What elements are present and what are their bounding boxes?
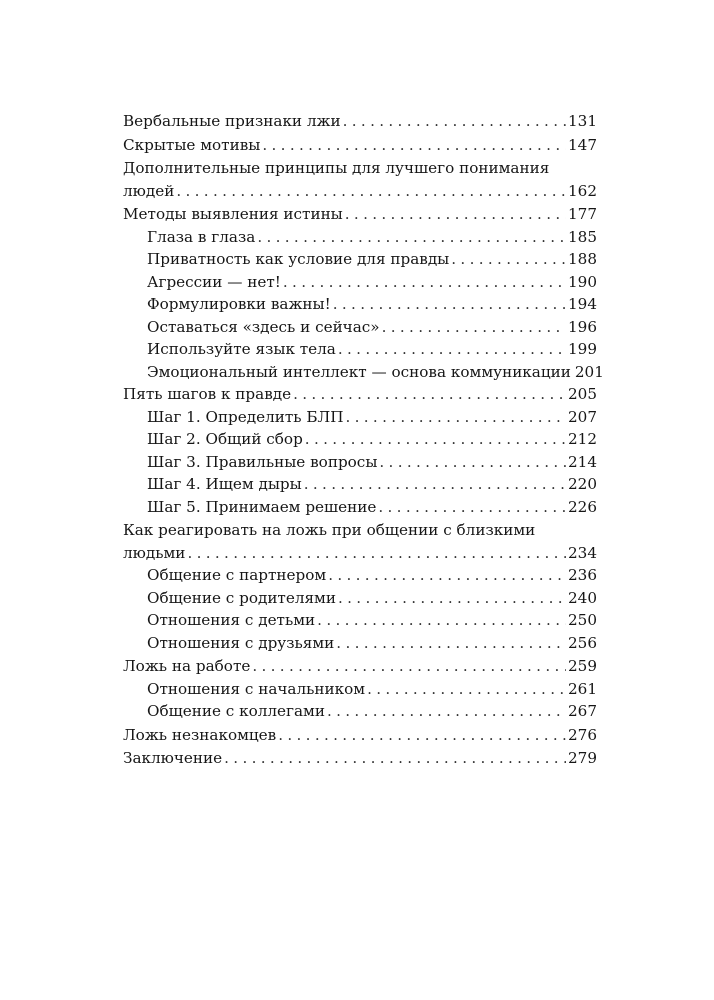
dot-leader [305,428,566,451]
dot-leader [278,724,566,747]
dot-leader [382,316,566,339]
dot-leader [317,609,566,632]
dot-leader [379,451,566,474]
toc-subentry[interactable] [123,632,597,655]
toc-entry-title: людьми [123,543,186,562]
toc-entry-title: Шаг 1. Определить БЛП [147,407,344,426]
toc-entry-page: 205 [568,385,597,403]
dot-leader [293,383,566,406]
toc-entry-page: 190 [568,272,597,291]
dot-leader [176,180,566,203]
toc-subentry[interactable] [123,678,597,701]
toc-entry-title: Приватность как условие для правды [147,250,450,268]
toc-entry-title: Общение с партнером [147,566,327,584]
toc-entry-page: 226 [568,497,597,516]
dot-leader [224,747,566,770]
toc-subentry[interactable] [123,226,597,249]
toc-subentry[interactable] [123,316,597,339]
toc-entry-page: 256 [568,633,597,652]
toc-entry-title: Эмоциональный интеллект — основа коммуникации [147,362,571,381]
toc-subentry[interactable] [123,496,597,519]
dot-leader [343,110,566,133]
toc-entry-page: 177 [568,205,597,223]
toc-entry-title: Шаг 4. Ищем дыры [147,475,302,493]
toc-entry-page: 279 [568,749,597,767]
toc-entry-title: Отношения с детьми [147,611,316,629]
toc-entry[interactable] [123,747,597,770]
toc-entry-title: Ложь на работе [123,657,251,675]
toc-subentry[interactable] [123,271,597,294]
toc-entry-title: Пять шагов к правде [123,385,292,403]
toc-entry-page: 261 [568,679,597,698]
dot-leader [345,406,566,429]
toc-entry-page: 131 [568,112,597,130]
dot-leader [451,248,566,271]
toc-entry-page: 240 [568,588,597,607]
dot-leader [327,700,566,723]
toc-entry-title: Отношения с начальником [147,679,366,698]
toc-entry-page: 250 [568,611,597,629]
dot-leader [338,587,566,610]
dot-leader [328,564,566,587]
toc-entry[interactable] [123,383,597,406]
toc-entry-page: 201 [574,362,604,381]
toc-entry-title: Шаг 3. Правильные вопросы [147,452,378,471]
toc-entry-multiline[interactable] [123,519,597,564]
toc-entry-title: Общение с родителями [147,588,336,607]
toc-entry-title: Вербальные признаки лжи [123,112,341,130]
toc-subentry[interactable] [123,338,597,361]
dot-leader [333,293,566,316]
toc-entry-title: Отношения с друзьями [147,633,335,652]
toc-entry-title: людей [123,181,175,200]
dot-leader [283,271,566,294]
toc-entry-page: 234 [568,543,597,562]
toc-subentry[interactable] [123,248,597,271]
toc-entry-page: 207 [568,407,597,426]
dot-leader [378,496,566,519]
toc-entry-page: 236 [568,566,597,584]
toc-subentry[interactable] [123,700,597,723]
toc-entry[interactable] [123,724,597,747]
toc-entry-title: Формулировки важны! [147,295,331,313]
toc-entry-page: 188 [568,250,597,268]
toc-entry-page: 259 [568,657,597,675]
toc-entry-title: Оставаться «здесь и сейчас» [147,317,380,336]
toc-entry-title: Глаза в глаза [147,227,256,246]
dot-leader [304,473,566,496]
toc-entry-multiline[interactable] [123,157,597,202]
dot-leader [257,226,566,249]
dot-leader [262,134,566,157]
toc-entry-title: Ложь незнакомцев [123,725,277,744]
toc-entry-title: Методы выявления истины [123,205,343,223]
toc-entry[interactable] [123,134,597,157]
toc-entry-page: 212 [568,430,597,448]
toc-entry-page: 214 [568,452,597,471]
dot-leader [367,678,566,701]
toc-subentry[interactable] [123,361,604,384]
toc-subentry[interactable] [123,451,597,474]
toc-entry[interactable] [123,110,597,133]
toc-entry-title: Используйте язык тела [147,340,336,358]
toc-entry-page: 196 [568,317,597,336]
toc-entry-page: 267 [568,702,597,720]
toc-entry-title-line: Дополнительные принципы для лучшего понимания [123,159,550,177]
toc-entry-page: 276 [568,725,597,744]
dot-leader [187,542,566,565]
toc-entry-title: Шаг 2. Общий сбор [147,430,303,448]
toc-subentry[interactable] [123,406,597,429]
toc-subentry[interactable] [123,473,597,496]
table-of-contents [123,110,604,770]
toc-subentry[interactable] [123,564,597,587]
toc-entry-page: 162 [568,181,597,200]
toc-subentry[interactable] [123,293,597,316]
toc-entry-title-line: Как реагировать на ложь при общении с близкими [123,521,536,539]
toc-entry-page: 185 [568,227,597,246]
toc-entry[interactable] [123,203,597,226]
toc-entry[interactable] [123,655,597,678]
toc-entry-page: 199 [568,340,597,358]
toc-subentry[interactable] [123,587,597,610]
toc-subentry[interactable] [123,609,597,632]
toc-entry-page: 220 [568,475,597,493]
toc-entry-title: Скрытые мотивы [123,135,261,154]
dot-leader [252,655,566,678]
toc-entry-page: 194 [568,295,597,313]
toc-entry-page: 147 [568,135,597,154]
toc-entry-title: Заключение [123,749,223,767]
toc-entry-title: Агрессии — нет! [147,272,281,291]
dot-leader [336,632,566,655]
toc-entry-title: Шаг 5. Принимаем решение [147,497,377,516]
dot-leader [338,338,566,361]
toc-subentry[interactable] [123,428,597,451]
toc-entry [123,542,597,565]
toc-entry [123,180,597,203]
dot-leader [345,203,566,226]
toc-entry-title: Общение с коллегами [147,702,325,720]
